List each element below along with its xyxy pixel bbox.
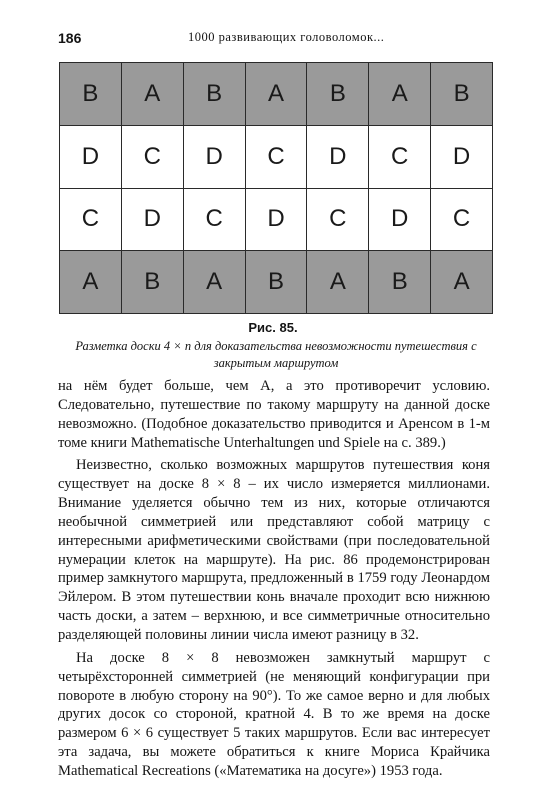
board-cell: A (122, 63, 183, 125)
page-header (58, 30, 490, 50)
board-cell: D (369, 189, 430, 251)
board-cell: B (60, 63, 121, 125)
board-cell: A (431, 251, 492, 313)
body-text (58, 377, 490, 781)
chessboard-diagram (59, 62, 493, 314)
board-cell: C (307, 189, 368, 251)
paragraph-2: Неизвестно, сколько возможных маршрутов путешествия коня существует на доске 8 × 8 – их число измеряется миллионами. Внимание уделяется обычно тем из них, которые отличаются необычной симметрией или представляют собой матрицу с интересными арифметическими свойствами (при последовательной нумерации клеток на маршруте). На рис. 86 продемонстрирован пример замкнутого маршрута, предложенный в 1759 году Леонардом Эйлером. В этом путешествии конь вначале проходит всю нижнюю часть доски, а затем – верхнюю, и все симметричные относительно разделяющей половины линии числа имеют разницу в 32. (58, 457, 490, 643)
board-cell: D (307, 126, 368, 188)
board-cell: B (369, 251, 430, 313)
board-cell: A (369, 63, 430, 125)
board-cell: A (184, 251, 245, 313)
board-cell: D (60, 126, 121, 188)
board-cell: D (431, 126, 492, 188)
board-cell: C (246, 126, 307, 188)
board-cell: B (184, 63, 245, 125)
board-cell: A (307, 251, 368, 313)
page-number: 186 (58, 30, 82, 46)
board-cell: B (431, 63, 492, 125)
running-title: 1000 развивающих головоломок... (188, 30, 385, 44)
figure-caption: Разметка доски 4 × n для доказательства невозможности путешествия с закрытым маршрутом (75, 339, 477, 370)
paragraph-3: На доске 8 × 8 невозможен замкнутый маршрут с четырёхсторонней симметрией (не меняющий конфигурации при повороте в любую сторону на 90°). То же самое верно и для любых других досок со стороной, кратной 4. В то же время на доске размером 6 × 6 существует 5 таких маршрутов. Если вас интересует эта задача, вы можете обратиться к книге Мориса Крайчика Mathematical Recreations («Математика на досуге») 1953 года. (58, 649, 490, 779)
board-cell: B (307, 63, 368, 125)
board-cell: B (122, 251, 183, 313)
board-cell: B (246, 251, 307, 313)
board-cell: D (246, 189, 307, 251)
board-cell: A (246, 63, 307, 125)
board-cell: C (184, 189, 245, 251)
board-cell: D (122, 189, 183, 251)
board-cell: C (122, 126, 183, 188)
board-cell: D (184, 126, 245, 188)
board-cell: C (369, 126, 430, 188)
board-cell: C (431, 189, 492, 251)
paragraph-1: на нём будет больше, чем A, а это противоречит условию. Следовательно, путешествие по такому маршруту на данной доске невозможно. (Подобное доказательство приводится и Аренсом в 1-м томе книги Mathematische Unterhaltungen und Spiele на с. 389.) (58, 378, 490, 451)
board-cell: A (60, 251, 121, 313)
board-cell: C (60, 189, 121, 251)
figure-label: Рис. 85. (248, 320, 298, 335)
